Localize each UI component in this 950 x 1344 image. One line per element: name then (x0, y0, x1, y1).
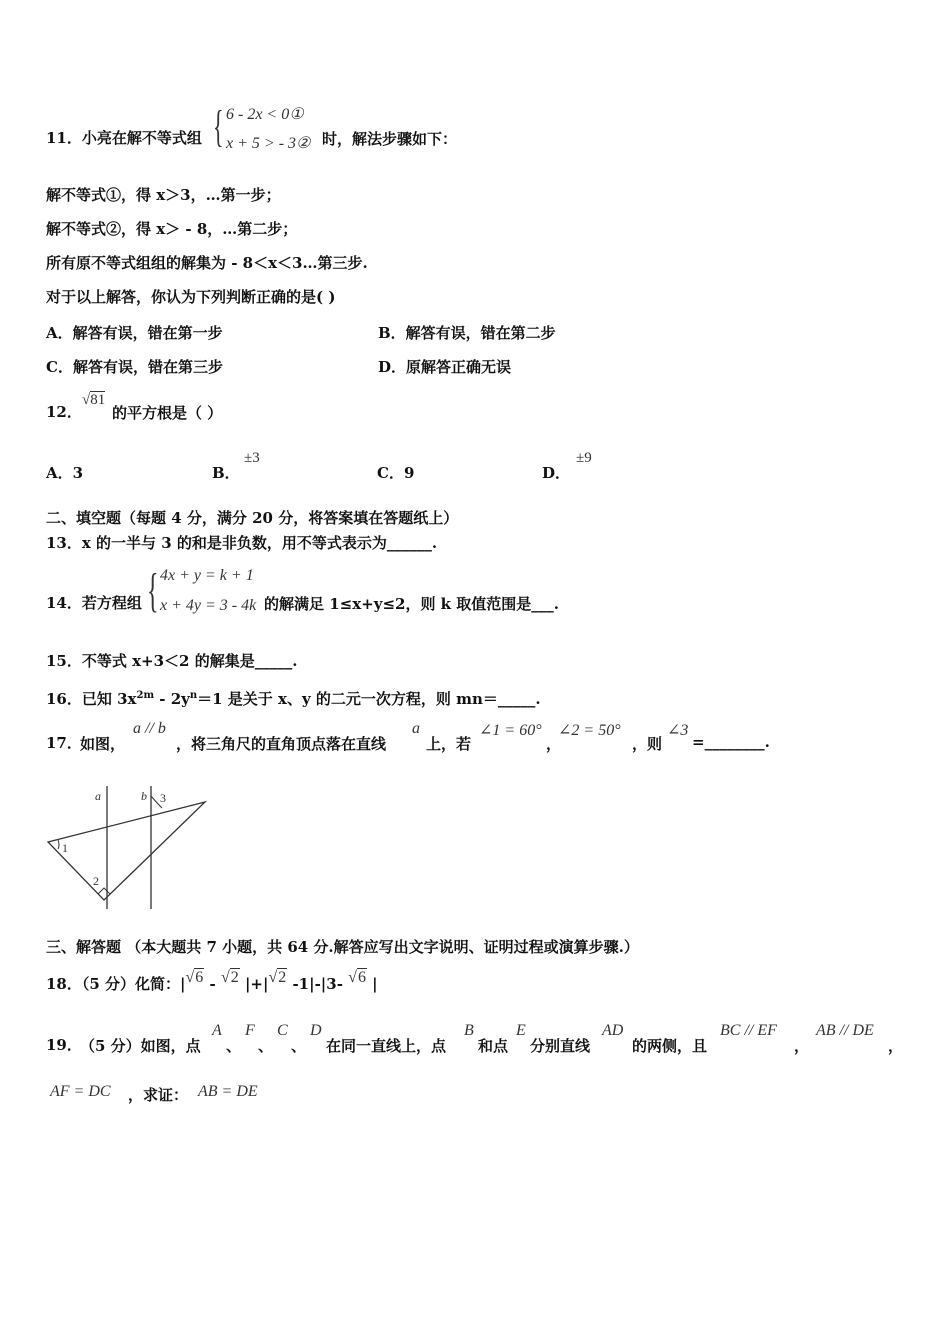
q19-point-a: A (212, 1022, 222, 1039)
q11-prefix: 小亮在解不等式组 (81, 129, 202, 147)
label-3: 3 (160, 791, 166, 805)
section-3-heading: 三、解答题 （本大题共 7 小题，共 64 分.解答应写出文字说明、证明过程或演算步骤.） (46, 938, 639, 956)
q19-t1: （5 分）如图，点 (80, 1037, 201, 1055)
q19-sep2: 、 (258, 1037, 274, 1055)
q18-sqrt2: √2 (220, 969, 239, 986)
q19-af-equals-dc: AF = DC (50, 1083, 111, 1100)
q19-t2: 在同一直线上，点 (326, 1037, 447, 1055)
q18-number: 18． (46, 975, 82, 993)
q17-t4: ， (546, 735, 562, 753)
q12-suffix: 的平方根是（ ） (112, 404, 223, 422)
q19-sep3: 、 (291, 1037, 307, 1055)
q19-sep1: 、 (226, 1037, 242, 1055)
q11-step3: 所有原不等式组组的解集为 - 8＜x＜3…第三步. (46, 254, 368, 272)
q19-t7: ， (888, 1037, 904, 1055)
q11-step1: 解不等式①，得 x＞3，…第一步； (46, 186, 281, 204)
triangle-ruler (48, 802, 205, 900)
q19-t6: ， (794, 1037, 810, 1055)
label-1: 1 (62, 841, 68, 855)
q17-number: 17． (46, 734, 82, 752)
q14-number: 14． (46, 594, 82, 612)
q12-option-d-value: ±9 (576, 450, 592, 466)
q11-system-eq2: x + 5 > - 3② (226, 135, 311, 152)
q19-t5: 的两侧，且 (632, 1037, 708, 1055)
q16-part-c: ＝1 是关于 x、y 的二元一次方程，则 mn＝_____. (197, 690, 541, 708)
q11-option-c[interactable]: C．解答有误，错在第三步 (46, 358, 223, 376)
q14-prefix: 若方程组 (81, 594, 142, 612)
q18-radicand1: 6 (195, 969, 204, 986)
q18-radicand3: 2 (278, 969, 287, 986)
q16-part-b: - 2y (154, 690, 190, 708)
q12-option-c[interactable] (377, 462, 414, 483)
q11-system-eq1: 6 - 2x < 0① (226, 106, 304, 123)
q12-option-b-label: B． (212, 464, 240, 482)
q18-line (46, 969, 378, 995)
q19-ab-equals-de: AB = DE (198, 1083, 258, 1100)
q11-option-a[interactable]: A．解答有误，错在第一步 (46, 324, 223, 342)
q12-option-b-value: ±3 (244, 450, 260, 466)
q18-t4: -1|-|3- (287, 975, 349, 993)
q12-option-a-label: A． (46, 464, 73, 482)
q12-option-c-label: C． (377, 464, 404, 482)
q19-t3: 和点 (478, 1037, 509, 1055)
q14-brace: { (147, 564, 159, 617)
q11-number: 11． (46, 129, 82, 147)
q14-suffix: 的解满足 1≤x+y≤2，则 k 取值范围是___. (264, 595, 560, 613)
q18-t5: | (366, 975, 378, 993)
q18-sqrt1: √6 (185, 969, 204, 986)
q19-ab-parallel-de: AB // DE (816, 1022, 874, 1039)
q18-sqrt4: √6 (348, 969, 366, 986)
q12-option-d-label: D． (542, 464, 571, 482)
q12-number: 12． (46, 403, 82, 421)
q18-t3: |+| (239, 975, 269, 993)
q11-option-b[interactable]: B．解答有误，错在第二步 (378, 324, 556, 342)
q17-figure (40, 782, 240, 922)
q17-t1: 如图， (80, 735, 126, 753)
q11-brace: { (213, 102, 224, 151)
q16-exponent-2m: 2m (136, 690, 155, 701)
q18-sqrt3: √2 (268, 969, 287, 986)
q15-text: 15．不等式 x+3＜2 的解集是_____. (46, 652, 298, 670)
q14-eq2: x + 4y = 3 - 4k (160, 597, 257, 614)
q17-t2: ，将三角尺的直角顶点落在直线 (176, 735, 387, 753)
q18-radicand2: 2 (230, 969, 239, 986)
q19-point-c: C (277, 1022, 288, 1039)
q17-parallel: a // b (133, 720, 166, 737)
q17-angle3: ∠3 (667, 722, 689, 739)
q17-angle2: ∠2 = 50° (558, 722, 621, 739)
q19-bc-parallel-ef: BC // EF (720, 1022, 777, 1039)
q12-option-a[interactable] (46, 462, 83, 483)
q17-t3: 上，若 (426, 735, 472, 753)
label-b: b (141, 789, 147, 803)
q11-line (46, 128, 202, 148)
angle1-arc (58, 840, 59, 849)
q17-line-a: a (412, 720, 420, 737)
q19-t8: ，求证： (128, 1086, 189, 1104)
right-angle-mark (98, 888, 110, 894)
q14-line (46, 593, 142, 613)
q19-line-ad: AD (602, 1022, 624, 1039)
q19-number: 19． (46, 1036, 82, 1054)
q12-option-a-value: 3 (72, 464, 84, 482)
q16-exponent-n: n (189, 690, 198, 701)
q11-suffix: 时，解法步骤如下： (322, 130, 458, 148)
q11-question: 对于以上解答，你认为下列判断正确的是( ) (46, 288, 336, 306)
q18-radicand4: 6 (357, 969, 366, 986)
q17-t6: =________. (692, 733, 770, 751)
q19-t4: 分别直线 (530, 1037, 591, 1055)
q12-option-b[interactable] (212, 462, 240, 483)
q11-step2: 解不等式②，得 x＞ - 8，…第二步； (46, 220, 298, 238)
q17-angle1: ∠1 = 60° (479, 722, 542, 739)
q18-t1: （5 分）化简：| (81, 975, 186, 993)
q18-t2: - (204, 975, 221, 993)
q12-option-c-value: 9 (403, 464, 415, 482)
label-2: 2 (93, 874, 99, 888)
q17-t5: ，则 (632, 735, 663, 753)
q12-sqrt: √81 (82, 392, 106, 408)
label-a: a (95, 789, 101, 803)
q12-radicand: 81 (90, 392, 106, 408)
section-2-heading: 二、填空题（每题 4 分，满分 20 分，将答案填在答题纸上） (46, 509, 459, 527)
q19-point-d: D (310, 1022, 322, 1039)
q19-point-b: B (464, 1022, 474, 1039)
q14-eq1: 4x + y = k + 1 (160, 567, 254, 584)
q19-point-f: F (245, 1022, 255, 1039)
q12-option-d[interactable] (542, 462, 570, 483)
q16-text (46, 686, 541, 709)
q19-point-e: E (516, 1022, 526, 1039)
q13-text: 13．x 的一半与 3 的和是非负数，用不等式表示为______. (46, 534, 438, 552)
q16-part-a: 16．已知 3x (46, 690, 137, 708)
q11-option-d[interactable]: D．原解答正确无误 (378, 358, 512, 376)
